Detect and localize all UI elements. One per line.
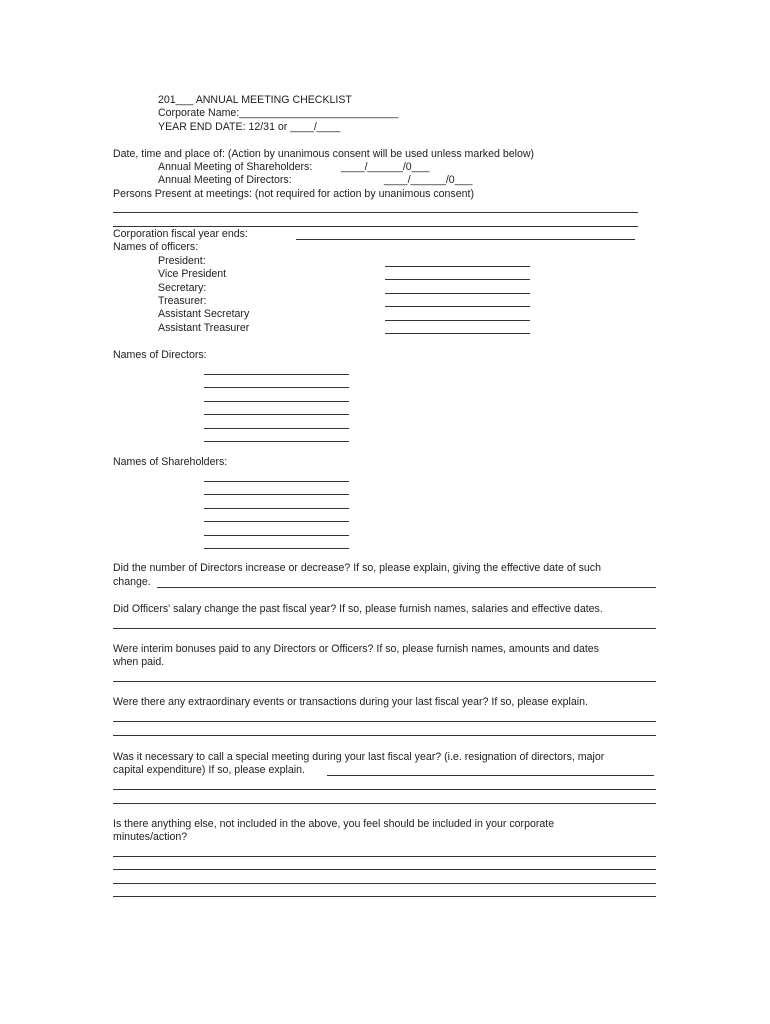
answer-line[interactable] [113,681,656,682]
shareholder-name-line[interactable] [204,494,349,495]
shareholder-name-line[interactable] [204,548,349,549]
question-directors-change: Did the number of Directors increase or decrease? If so, please explain, giving the effective date of such [113,562,601,574]
answer-line[interactable] [157,587,656,588]
fiscal-year-line[interactable] [296,239,635,240]
corporate-name-field[interactable]: Corporate Name:___________________________ [158,107,399,119]
officer-name-line[interactable] [385,306,530,307]
shareholder-name-line[interactable] [204,508,349,509]
question-anything-else: Is there anything else, not included in the above, you feel should be included in your corporate [113,818,555,830]
officer-title: Assistant Secretary [158,308,250,320]
officer-name-line[interactable] [385,266,530,267]
director-name-line[interactable] [204,428,349,429]
director-name-line[interactable] [204,414,349,415]
answer-line[interactable] [113,721,656,722]
question-special-meeting: Was it necessary to call a special meeting during your last fiscal year? (i.e. resignation of directors, major [113,751,605,763]
persons-present-label: Persons Present at meetings: (not required for action by unanimous consent) [113,188,474,200]
officer-title: Treasurer: [158,295,207,307]
answer-line[interactable] [327,775,654,776]
officer-name-line[interactable] [385,333,530,334]
answer-line[interactable] [113,856,656,857]
director-name-line[interactable] [204,387,349,388]
answer-line[interactable] [113,628,656,629]
shareholder-name-line[interactable] [204,535,349,536]
question-officers-salary: Did Officers' salary change the past fiscal year? If so, please furnish names, salaries and effective dates. [113,603,603,615]
question-extraordinary-events: Were there any extraordinary events or transactions during your last fiscal year? If so, please explain. [113,696,588,708]
question-interim-bonuses-cont: when paid. [113,656,165,668]
director-name-line[interactable] [204,374,349,375]
shareholders-meeting-date-field[interactable]: ____/______/0___ [341,161,430,173]
officer-title: Assistant Treasurer [158,322,250,334]
shareholders-meeting-label: Annual Meeting of Shareholders: [158,161,313,173]
officer-title: President: [158,255,206,267]
directors-meeting-label: Annual Meeting of Directors: [158,174,292,186]
answer-line[interactable] [113,896,656,897]
director-name-line[interactable] [204,401,349,402]
shareholders-heading: Names of Shareholders: [113,456,228,468]
question-anything-else-cont: minutes/action? [113,831,188,843]
officer-name-line[interactable] [385,293,530,294]
checklist-title: 201___ ANNUAL MEETING CHECKLIST [158,94,352,106]
year-end-date-field[interactable]: YEAR END DATE: 12/31 or ____/____ [158,121,341,133]
shareholder-name-line[interactable] [204,481,349,482]
director-name-line[interactable] [204,441,349,442]
answer-line[interactable] [113,883,656,884]
question-special-meeting-cont: capital expenditure) If so, please explain. [113,764,305,776]
officer-name-line[interactable] [385,320,530,321]
answer-line[interactable] [113,869,656,870]
officer-title: Vice President [158,268,227,280]
fiscal-year-label: Corporation fiscal year ends: [113,228,248,240]
persons-present-line-1[interactable] [113,212,638,213]
officer-name-line[interactable] [385,279,530,280]
officer-title: Secretary: [158,282,207,294]
question-directors-change-cont: change. [113,576,151,588]
answer-line[interactable] [113,803,656,804]
directors-heading: Names of Directors: [113,349,207,361]
shareholder-name-line[interactable] [204,521,349,522]
question-interim-bonuses: Were interim bonuses paid to any Directors or Officers? If so, please furnish names, amounts and dates [113,643,599,655]
answer-line[interactable] [113,735,656,736]
persons-present-line-2[interactable] [113,226,638,227]
directors-meeting-date-field[interactable]: ____/______/0___ [384,174,473,186]
officers-heading: Names of officers: [113,241,199,253]
answer-line[interactable] [113,789,656,790]
meetings-intro: Date, time and place of: (Action by unanimous consent will be used unless marked below) [113,148,535,160]
